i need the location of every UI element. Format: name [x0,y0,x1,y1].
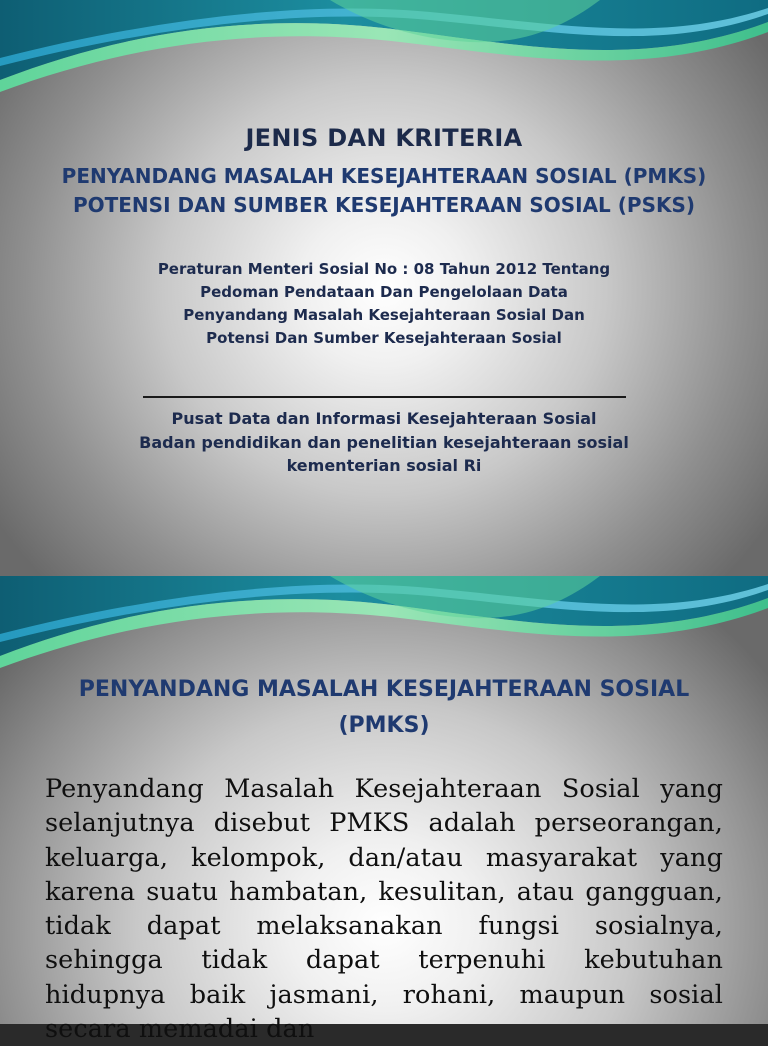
section-title-line: (PMKS) [338,713,430,738]
organization-info [0,407,768,478]
horizontal-divider [143,396,626,398]
header-wave-decoration [0,576,768,671]
regulation-reference [0,258,768,350]
regulation-line: Pedoman Pendataan Dan Pengelolaan Data [200,283,568,301]
subtitle-line: POTENSI DAN SUMBER KESEJAHTERAAN SOSIAL (PSKS) [72,193,696,217]
regulation-line: Peraturan Menteri Sosial No : 08 Tahun 2012 Tentang [157,260,611,278]
slide-subtitle [0,162,768,220]
org-line: Pusat Data dan Informasi Kesejahteraan Sosial [171,409,597,428]
definition-paragraph: Penyandang Masalah Kesejahteraan Sosial yang selanjutnya disebut PMKS adalah perseorangan, keluarga, kelompok, dan/atau masyarakat yang karena suatu hambatan, kesulitan, atau gangguan, tidak dapat melaksanakan fungsi sosialnya, sehingga tidak dapat terpenuhi kebutuhan hidupnya baik jasmani, rohani, maupun sosial secara memadai dan [45,774,723,1045]
header-wave-decoration [0,0,768,95]
section-title [0,672,768,744]
regulation-line: Potensi Dan Sumber Kesejahteraan Sosial [206,329,562,347]
slide-title: JENIS DAN KRITERIA [245,124,523,152]
section-title-line: PENYANDANG MASALAH KESEJAHTERAAN SOSIAL [78,677,690,702]
org-line: Badan pendidikan dan penelitian kesejahteraan sosial [139,432,629,452]
subtitle-line: PENYANDANG MASALAH KESEJAHTERAAN SOSIAL (PMKS) [61,164,707,188]
regulation-line: Penyandang Masalah Kesejahteraan Sosial Dan [183,306,585,324]
org-line: kementerian sosial Ri [286,456,482,475]
